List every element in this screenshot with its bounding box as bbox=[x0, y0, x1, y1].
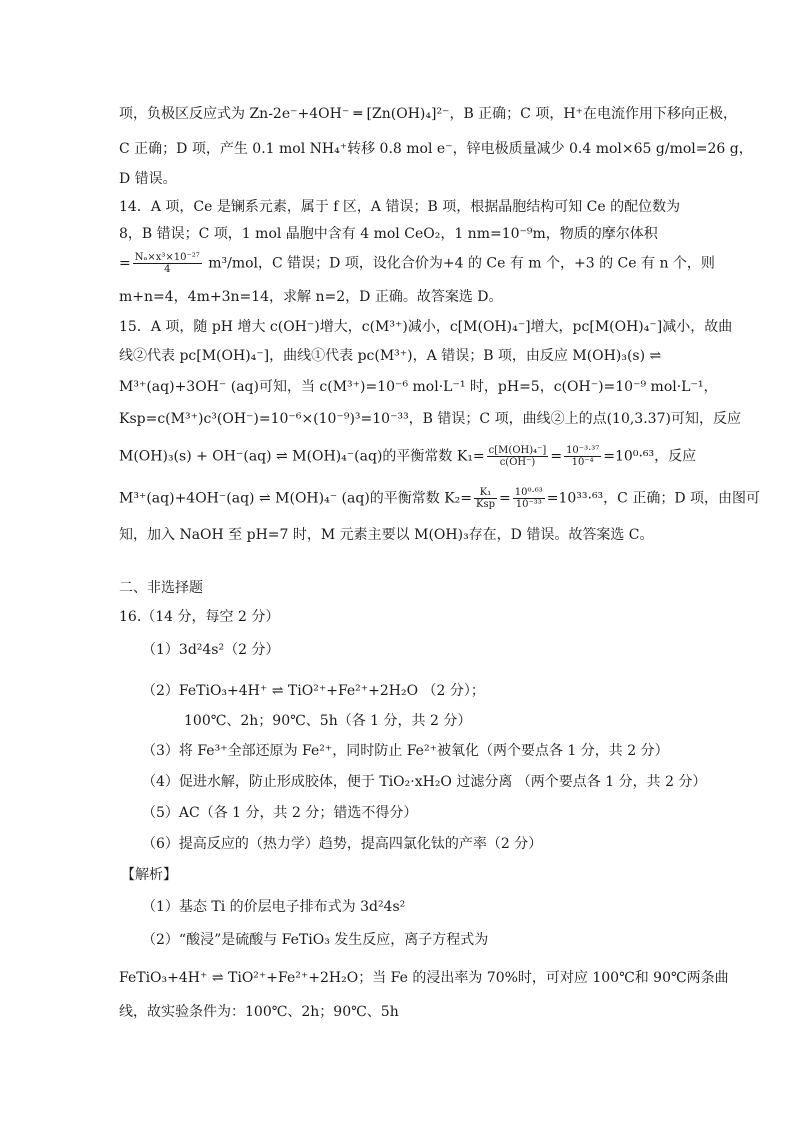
answer-item: （2）FeTiO₃+4H⁺ ⇌ TiO²⁺+Fe²⁺+2H₂O （2 分）； bbox=[142, 683, 485, 699]
answer-item: （3）将 Fe³⁺全部还原为 Fe²⁺，同时防止 Fe²⁺被氧化（两个要点各 1 分，共 2 分） bbox=[142, 743, 669, 759]
k1-value-fraction bbox=[564, 445, 601, 468]
text: = bbox=[499, 490, 511, 507]
analysis-item: （1）基态 Ti 的价层电子排布式为 3d²4s² bbox=[142, 899, 406, 915]
fraction-denominator: 10⁻³³ bbox=[515, 499, 542, 510]
text-line: 知，加入 NaOH 至 pH=7 时，M 元素主要以 M(OH)₃存在，D 错误。故答案选 C。 bbox=[119, 527, 654, 543]
text-line: C 正确；D 项，产生 0.1 mol NH₄⁺转移 0.8 mol e⁻，锌电极质量减少 0.4 mol×65 g/mol=26 g， bbox=[119, 141, 753, 157]
answer-item: （4）促进水解，防止形成胶体，便于 TiO₂·xH₂O 过滤分离 （两个要点各 1 分，共 2 分） bbox=[142, 774, 707, 790]
fraction-denominator: Ksp bbox=[476, 499, 496, 510]
fraction-denominator: 4 bbox=[164, 264, 171, 275]
analysis-item: （2）“酸浸”是硫酸与 FeTiO₃ 发生反应，离子方程式为 bbox=[142, 932, 489, 948]
answer-item: （1）3d²4s²（2 分） bbox=[142, 642, 280, 658]
text: = bbox=[119, 255, 131, 272]
fraction-numerator: 10⁰·⁶³ bbox=[514, 487, 543, 498]
text-line: Ksp=c(M³⁺)c³(OH⁻)=10⁻⁶×(10⁻⁹)³=10⁻³³，B 错误；C 项，曲线②上的点(10,3.37)可知，反应 bbox=[119, 411, 741, 427]
text-line: 8，B 错误；C 项，1 mol 晶胞中含有 4 mol CeO₂，1 nm=10⁻⁹m，物质的摩尔体积 bbox=[119, 226, 658, 242]
k2-fraction bbox=[474, 487, 497, 510]
question-15: 15．A 项，随 pH 增大 c(OH⁻)增大，c(M³⁺)减小，c[M(OH)₄⁻]增大，pc[M(OH)₄⁻]减小，故曲 bbox=[119, 319, 733, 335]
question-14: 14．A 项，Ce 是镧系元素，属于 f 区，A 错误；B 项，根据晶胞结构可知 Ce 的配位数为 bbox=[119, 199, 681, 215]
text: =10⁰·⁶³，反应 bbox=[603, 448, 697, 465]
question-16: 16.（14 分，每空 2 分） bbox=[119, 609, 280, 625]
answer-item: （6）提高反应的（热力学）趋势，提高四氯化钛的产率（2 分） bbox=[142, 836, 543, 852]
answer-item-continued: 100℃、2h；90℃、5h（各 1 分，共 2 分） bbox=[184, 713, 472, 729]
text-line-with-fraction bbox=[119, 252, 715, 275]
text: = bbox=[550, 448, 563, 465]
text-line-with-fraction bbox=[119, 445, 696, 468]
fraction-denominator: 10⁻⁴ bbox=[571, 457, 594, 468]
k2-value-fraction bbox=[513, 487, 545, 510]
fraction-numerator: Nₐ×x³×10⁻²⁷ bbox=[134, 252, 200, 263]
fraction-numerator: K₁ bbox=[474, 487, 497, 499]
text-line-with-fraction bbox=[119, 487, 760, 510]
text-line: 线②代表 pc[M(OH)₄⁻]，曲线①代表 pc(M³⁺)，A 错误；B 项，由反应 M(OH)₃(s) ⇌ bbox=[119, 348, 662, 364]
k1-fraction bbox=[487, 445, 549, 468]
molar-volume-fraction bbox=[133, 252, 202, 275]
text-line: M³⁺(aq)+3OH⁻ (aq)可知，当 c(M³⁺)=10⁻⁶ mol·L⁻¹ 时，pH=5，c(OH⁻)=10⁻⁹ mol·L⁻¹， bbox=[119, 379, 718, 395]
fraction-numerator: 10⁻³·³⁷ bbox=[566, 445, 600, 456]
answer-item: （5）AC（各 1 分，共 2 分；错选不得分） bbox=[142, 805, 418, 821]
fraction-denominator: c(OH⁻) bbox=[499, 457, 536, 468]
text: =10³³·⁶³，C 正确；D 项，由图可 bbox=[546, 490, 760, 507]
text-line: FeTiO₃+4H⁺ ⇌ TiO²⁺+Fe²⁺+2H₂O；当 Fe 的浸出率为 70%时，可对应 100℃和 90℃两条曲 bbox=[119, 970, 729, 986]
text-line: m+n=4，4m+3n=14，求解 n=2，D 正确。故答案选 D。 bbox=[119, 289, 503, 305]
text: m³/mol，C 错误；D 项，设化合价为+4 的 Ce 有 m 个，+3 的 Ce 有 n 个，则 bbox=[203, 255, 715, 272]
text-line: 项，负极区反应式为 Zn-2e⁻+4OH⁻ ═ [Zn(OH)₄]²⁻，B 正确；C 项，H⁺在电流作用下移向正极， bbox=[119, 106, 737, 122]
analysis-heading: 【解析】 bbox=[121, 867, 177, 883]
text-line: D 错误。 bbox=[119, 171, 177, 187]
section-heading: 二、非选择题 bbox=[119, 580, 203, 596]
text: M³⁺(aq)+4OH⁻(aq) ⇌ M(OH)₄⁻ (aq)的平衡常数 K₂= bbox=[119, 490, 473, 507]
text: M(OH)₃(s) + OH⁻(aq) ⇌ M(OH)₄⁻(aq)的平衡常数 K₁= bbox=[119, 448, 485, 465]
fraction-numerator: c[M(OH)₄⁻] bbox=[488, 445, 547, 456]
text-line: 线，故实验条件为：100℃、2h；90℃、5h bbox=[119, 1004, 399, 1020]
